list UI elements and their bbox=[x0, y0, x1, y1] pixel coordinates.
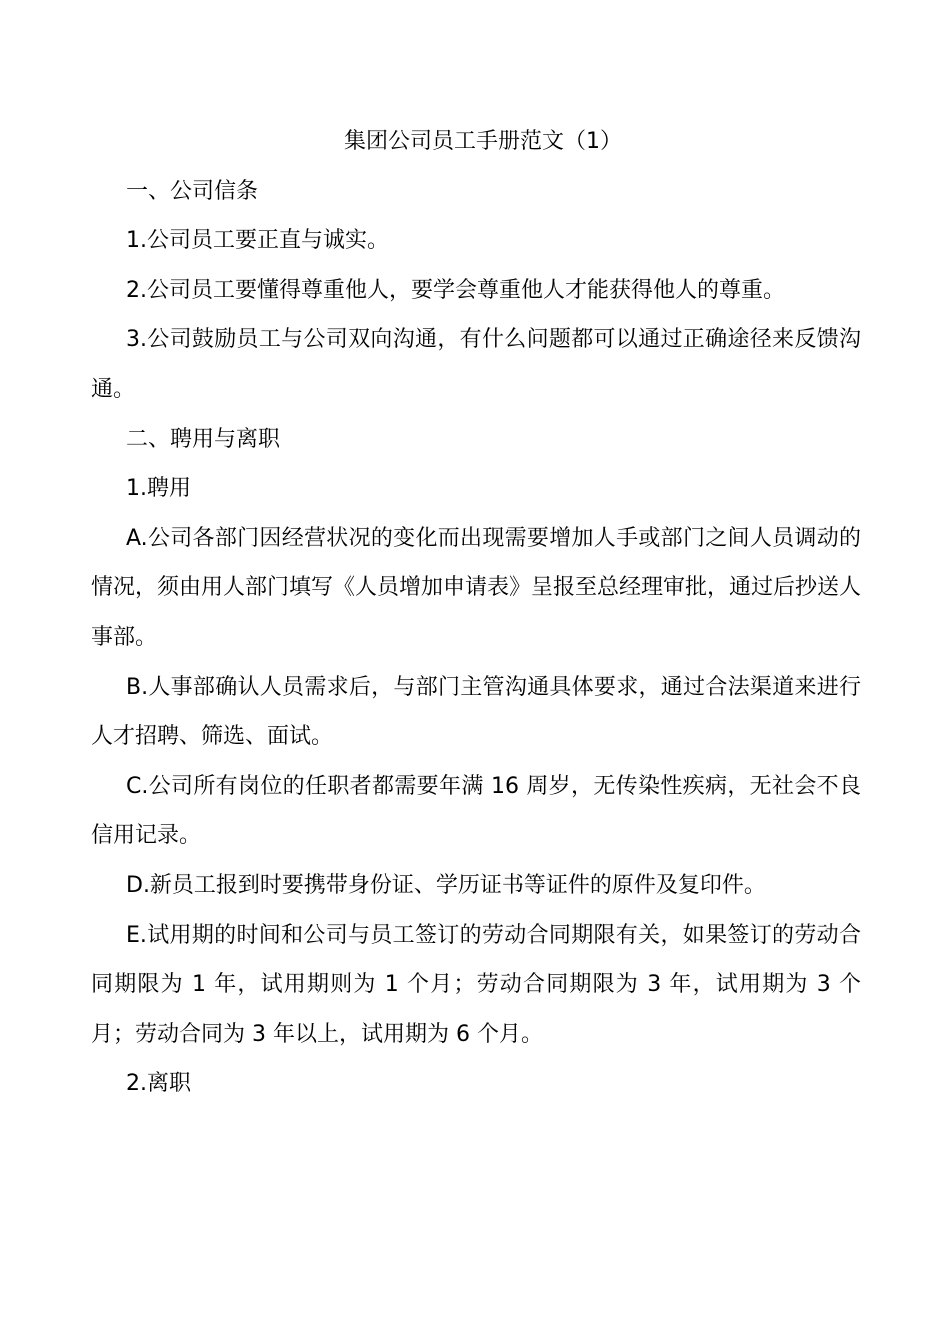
section-heading-hiring-and-leaving: 二、聘用与离职 bbox=[126, 426, 281, 452]
paragraph: D.新员工报到时要携带身份证、学历证书等证件的原件及复印件。 bbox=[126, 872, 766, 898]
paragraph: C.公司所有岗位的任职者都需要年满 16 周岁，无传染性疾病，无社会不良信用记录。 bbox=[91, 773, 861, 849]
subsection-heading-leaving: 2.离职 bbox=[126, 1071, 191, 1097]
document-title: 集团公司员工手册范文（1） bbox=[344, 129, 622, 154]
paragraph: E.试用期的时间和公司与员工签订的劳动合同期限有关，如果签订的劳动合同期限为 1 年，试用期则为 1 个月；劳动合同期限为 3 年，试用期为 3 个月；劳动合同为 3 年以上，试用期为 6 个月。 bbox=[91, 922, 861, 1047]
paragraph: A.公司各部门因经营状况的变化而出现需要增加人手或部门之间人员调动的情况，须由用人部门填写《人员增加申请表》呈报至总经理审批，通过后抄送人事部。 bbox=[91, 525, 862, 650]
paragraph: 2.公司员工要懂得尊重他人，要学会尊重他人才能获得他人的尊重。 bbox=[126, 277, 785, 303]
paragraph: B.人事部确认人员需求后，与部门主管沟通具体要求，通过合法渠道来进行人才招聘、筛选、面试。 bbox=[91, 674, 861, 750]
document-body bbox=[91, 117, 861, 1109]
paragraph: 1.公司员工要正直与诚实。 bbox=[126, 228, 389, 254]
subsection-heading-hiring: 1.聘用 bbox=[126, 476, 191, 502]
paragraph: 3.公司鼓励员工与公司双向沟通，有什么问题都可以通过正确途径来反馈沟通。 bbox=[91, 327, 861, 402]
section-heading-company-creed: 一、公司信条 bbox=[126, 178, 259, 204]
